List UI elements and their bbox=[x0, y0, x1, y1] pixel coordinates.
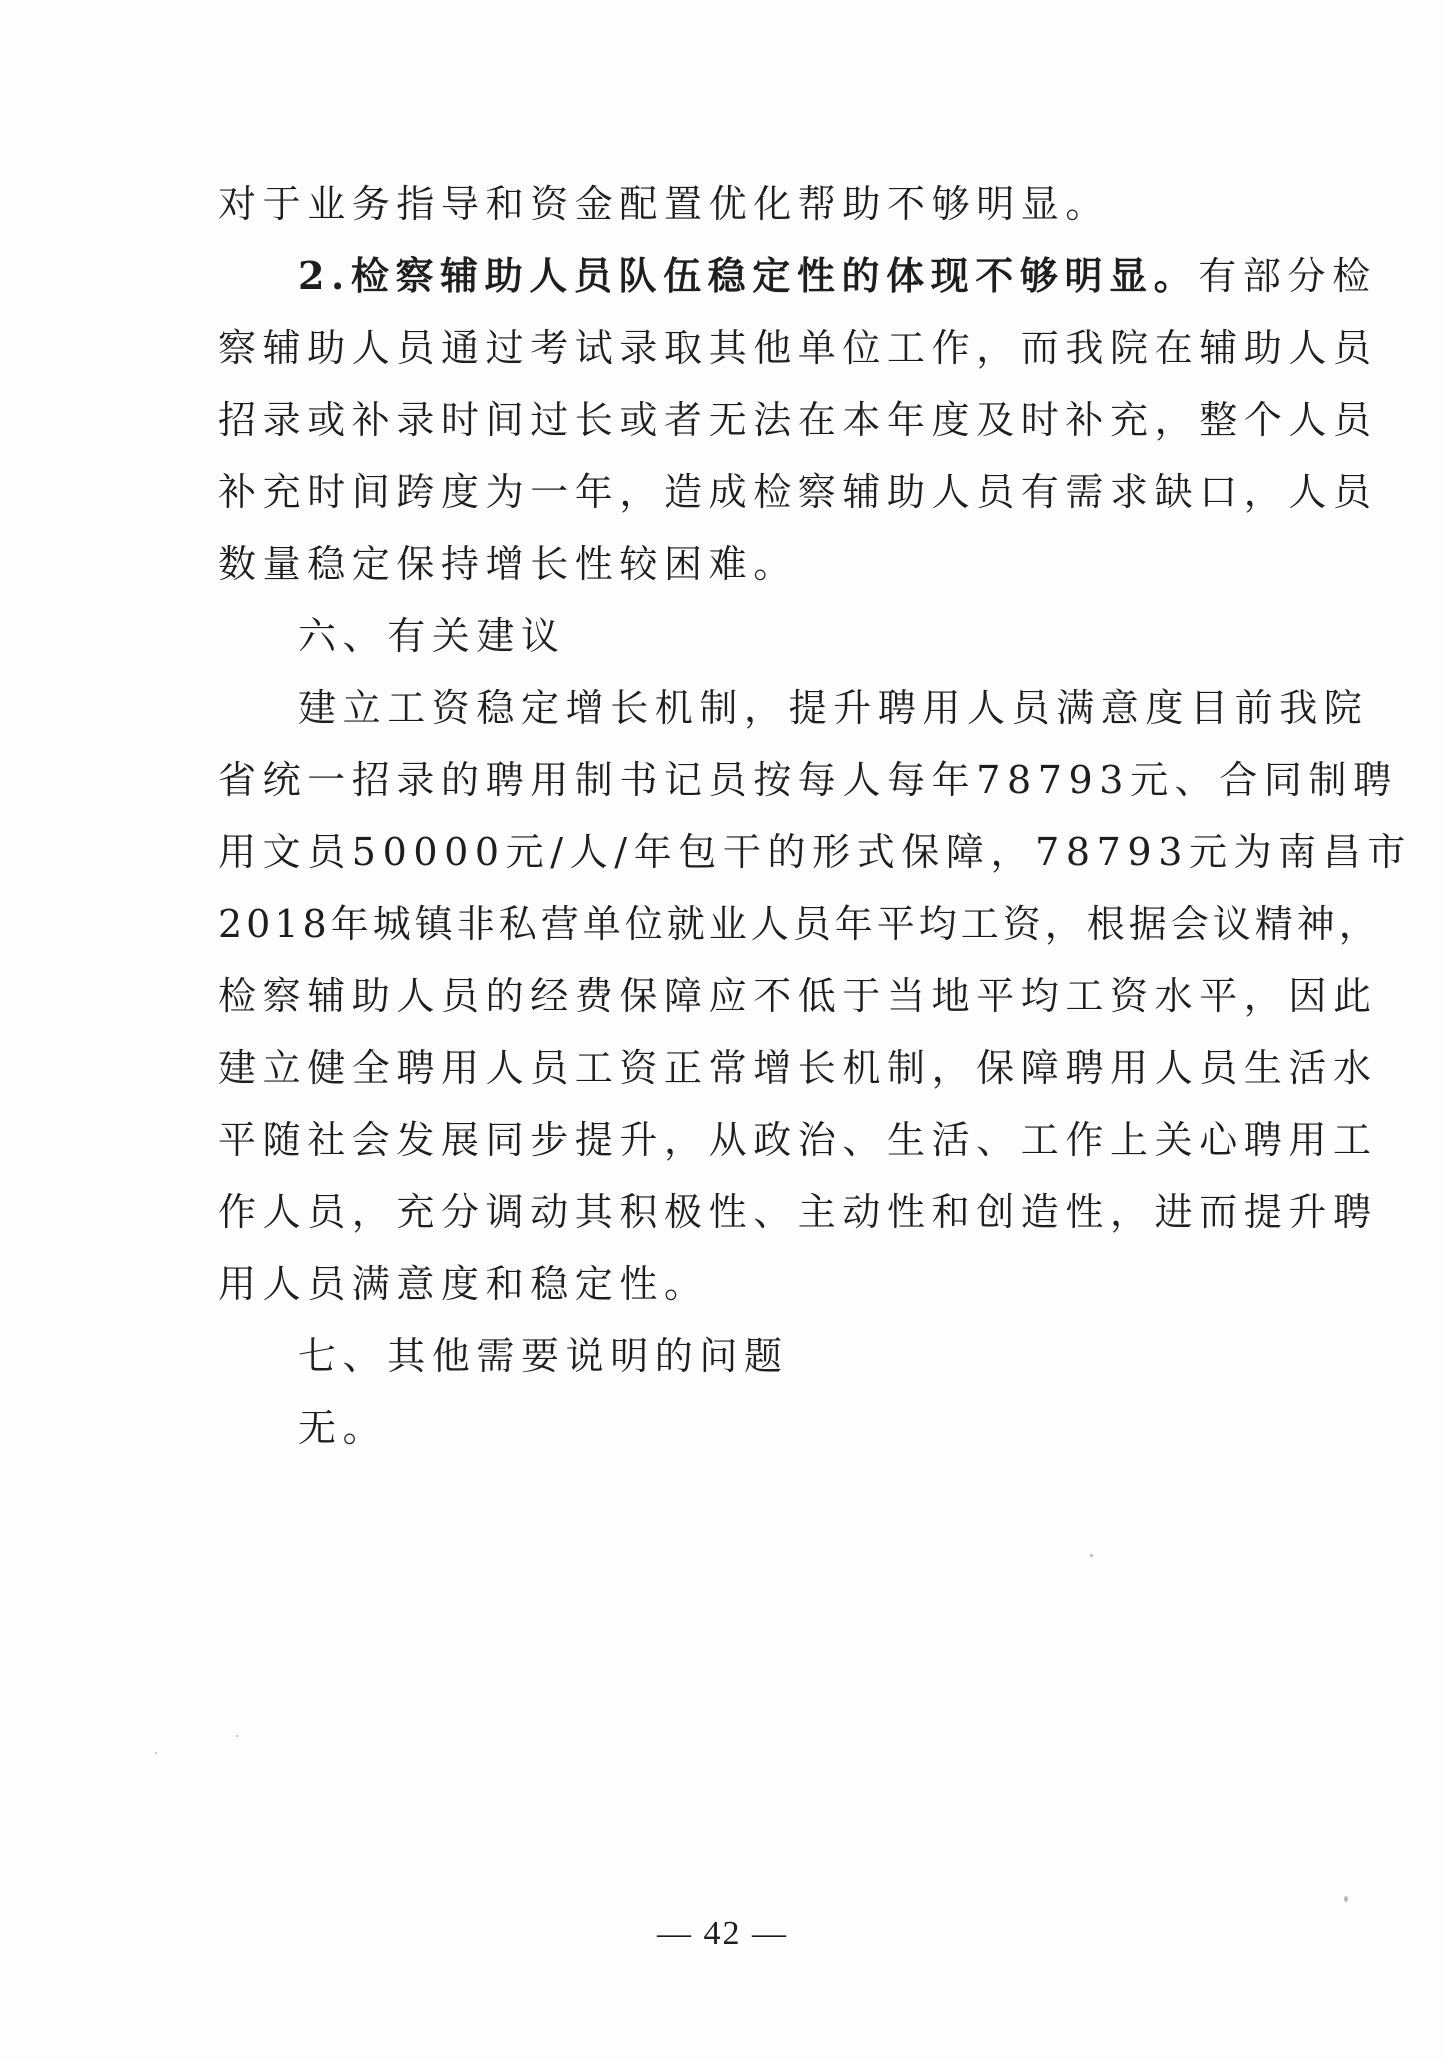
paragraph-line bbox=[218, 240, 1377, 312]
scan-speck bbox=[236, 1735, 238, 1737]
page-number: — 42 — bbox=[657, 1915, 788, 1952]
paragraph-text: 有部分检 bbox=[1198, 254, 1377, 298]
section-heading: 七、其他需要说明的问题 bbox=[298, 1334, 789, 1378]
section-heading: 六、有关建议 bbox=[298, 614, 566, 658]
paragraph-line: 省统一招录的聘用制书记员按每人每年78793元、合同制聘 bbox=[218, 758, 1398, 802]
paragraph-line: 用文员50000元/人/年包干的形式保障，78793元为南昌市 bbox=[218, 830, 1412, 874]
paragraph-line: 察辅助人员通过考试录取其他单位工作，而我院在辅助人员 bbox=[218, 326, 1378, 370]
paragraph-line: 2018年城镇非私营单位就业人员年平均工资，根据会议精神， bbox=[218, 902, 1381, 946]
issue-heading-bold: 2.检察辅助人员队伍稳定性的体现不够明显。 bbox=[298, 253, 1199, 298]
paragraph-line: 无。 bbox=[298, 1406, 388, 1450]
scan-speck bbox=[1090, 1554, 1093, 1557]
document-body bbox=[218, 168, 1412, 1464]
paragraph-line: 补充时间跨度为一年，造成检察辅助人员有需求缺口，人员 bbox=[218, 470, 1378, 514]
scan-speck bbox=[155, 1752, 157, 1754]
paragraph-line: 平随社会发展同步提升，从政治、生活、工作上关心聘用工 bbox=[218, 1118, 1378, 1162]
scan-speck bbox=[1344, 1896, 1348, 1902]
paragraph-line: 建立工资稳定增长机制，提升聘用人员满意度目前我院 bbox=[298, 686, 1369, 730]
paragraph-line: 对于业务指导和资金配置优化帮助不够明显。 bbox=[218, 182, 1111, 226]
paragraph-line: 数量稳定保持增长性较困难。 bbox=[218, 542, 798, 586]
paragraph-line: 作人员，充分调动其积极性、主动性和创造性，进而提升聘 bbox=[218, 1190, 1378, 1234]
paragraph-line: 检察辅助人员的经费保障应不低于当地平均工资水平，因此 bbox=[218, 974, 1378, 1018]
paragraph-line: 建立健全聘用人员工资正常增长机制，保障聘用人员生活水 bbox=[218, 1046, 1378, 1090]
paragraph-line: 招录或补录时间过长或者无法在本年度及时补充，整个人员 bbox=[218, 398, 1378, 442]
paragraph-line: 用人员满意度和稳定性。 bbox=[218, 1262, 709, 1306]
